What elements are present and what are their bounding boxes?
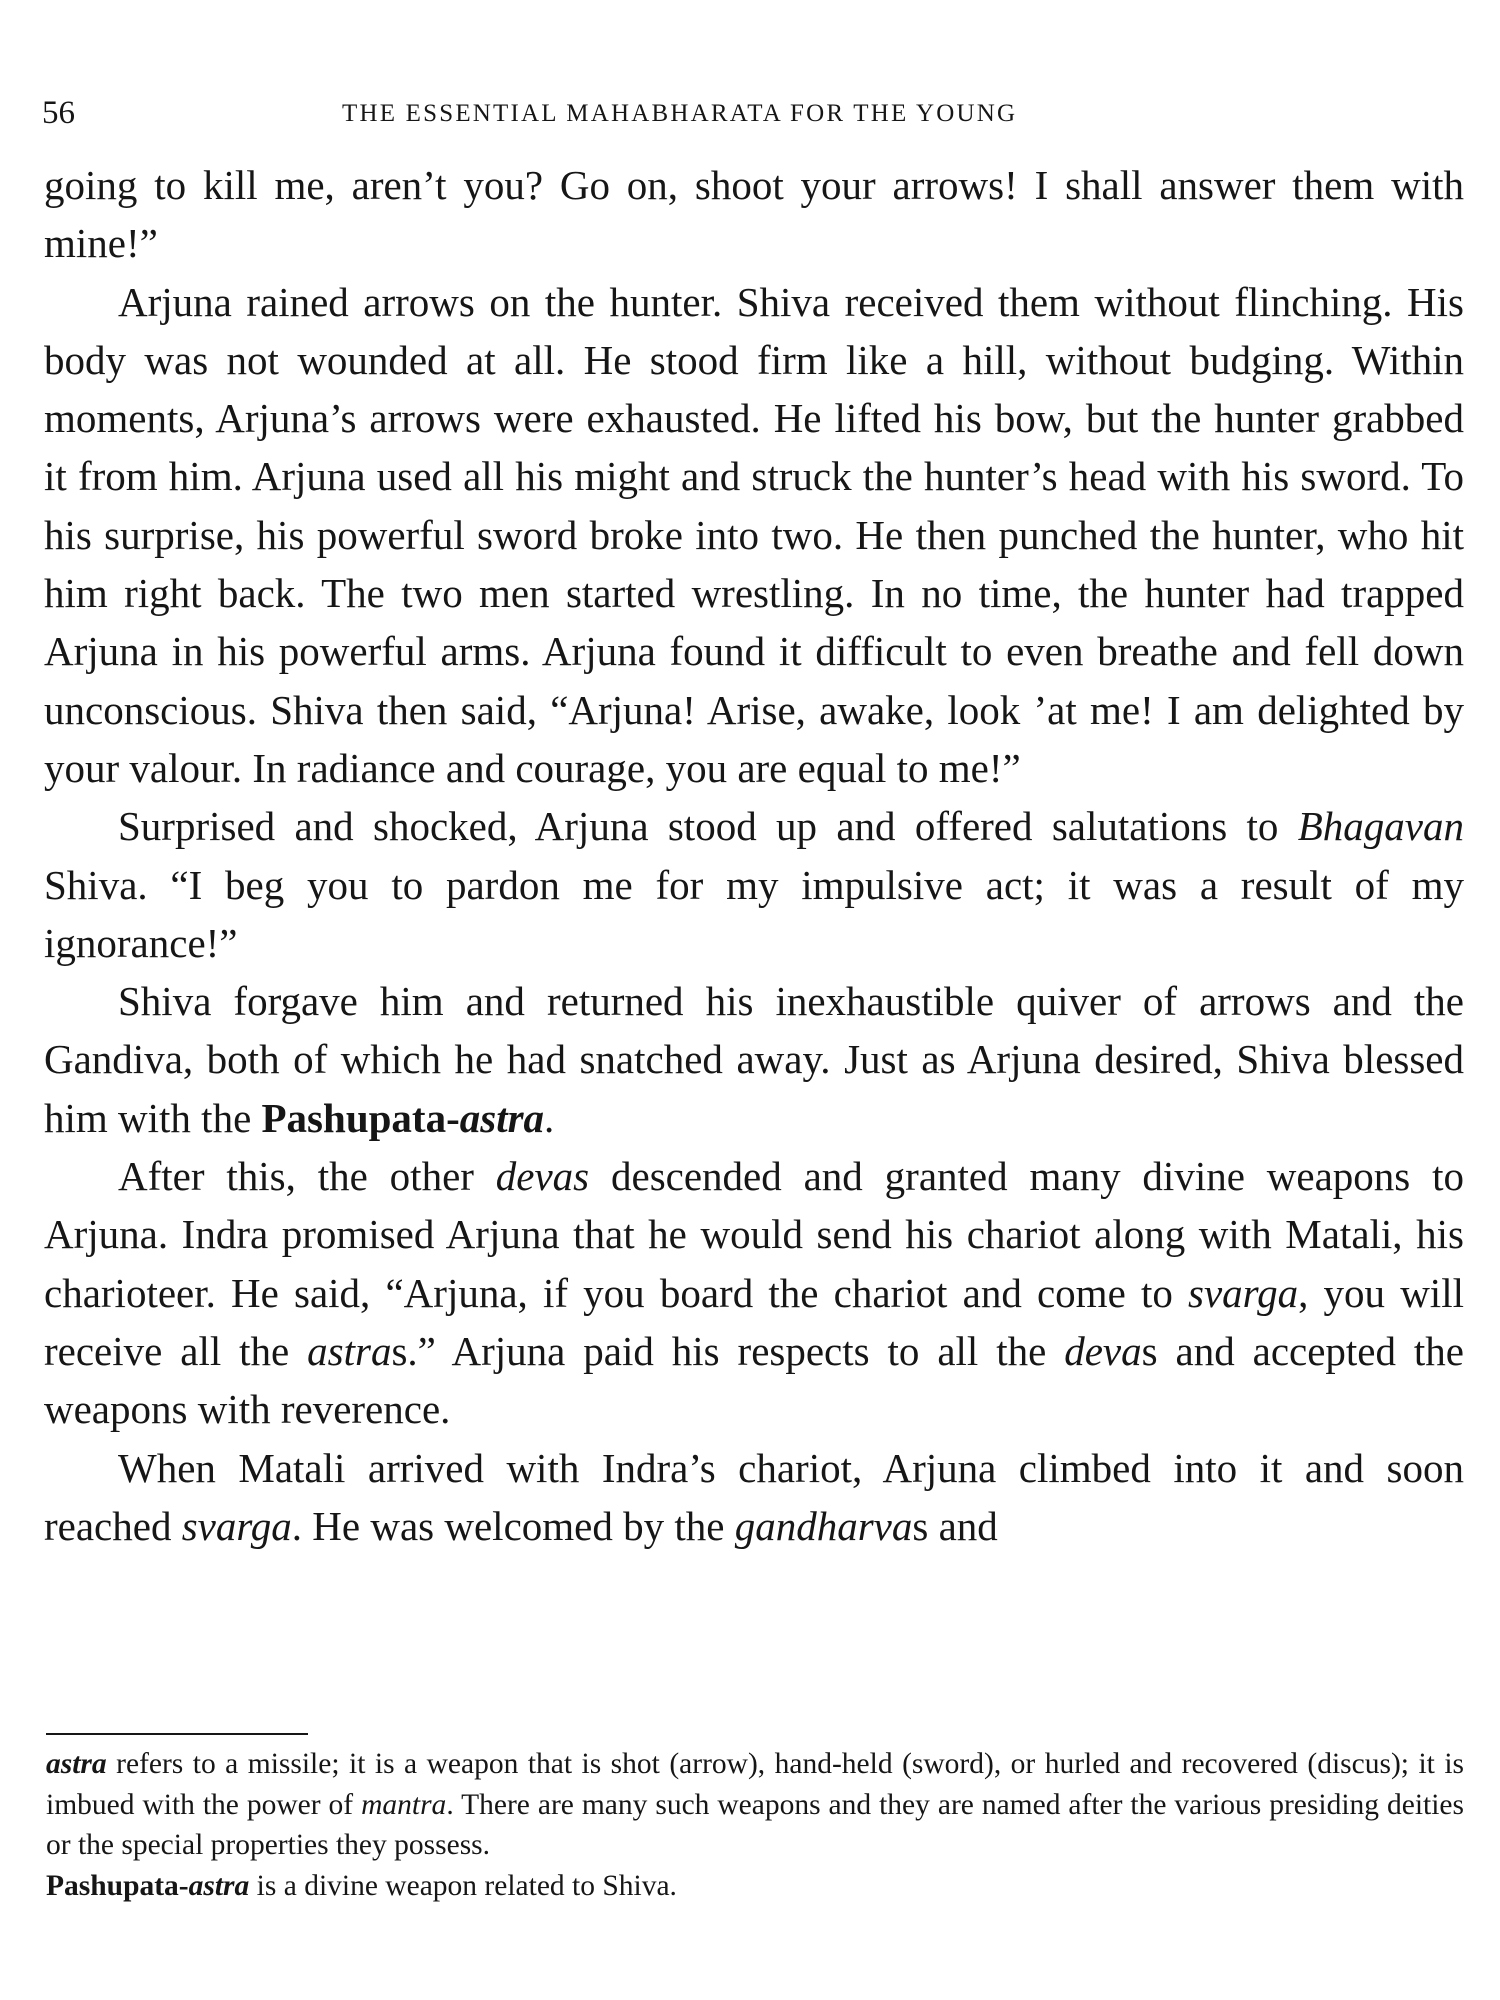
italic-text-run: devas [495,1153,590,1200]
text-run: Shiva forgave him and returned his inexhaustible quiver of arrows and the Gandiva, both of which he had snatched away. Just as Arjuna desired, Shiva blessed him with the [44,978,1464,1141]
italic-text-run: svarga [1188,1269,1299,1316]
text-run: Arjuna rained arrows on the hunter. Shiva received them without flinching. His body was not wounded at all. He stood firm like a hill, without budging. Within moments, Arjuna’s arrows were exhausted. He lifted his bow, but the hunter grabbed it from him. Arjuna used all his might and struck the hunter’s head with his sword. To his surprise, his powerful sword broke into two. He then punched the hunter, who hit him right back. The two men started wrestling. In no time, the hunter had trapped Arjuna in his powerful arms. Arjuna found it difficult to even breathe and fell down unconscious. Shiva then said, “Arjuna! Arise, awake, look ’at me! I am delighted by your valour. In radiance and courage, you are equal to me!” [44,278,1464,791]
paragraph [44,972,1464,1147]
text-run: , you will receive all the [44,1269,1464,1374]
italic-text-run: Bhagavan [1297,803,1464,850]
footnote-rule [46,1733,308,1735]
book-title: THE ESSENTIAL MAHABHARATA FOR THE YOUNG [342,100,1018,127]
page-number: 56 [42,95,75,131]
text-run: . [544,1094,555,1141]
bold-italic-text-run: astra [188,1869,250,1902]
italic-text-run: astra [307,1327,392,1374]
paragraph [44,273,1464,798]
text-run: descended and granted many divine weapons to Arjuna. Indra promised Arjuna that he would send his chariot along with Matali, his charioteer. He said, “Arjuna, if you board the chariot and come to [44,1153,1464,1316]
text-run: Shiva. “I beg you to pardon me for my impulsive act; it was a result of my ignorance!” [44,861,1464,966]
text-run: When Matali arrived with Indra’s chariot, Arjuna climbed into it and soon reached [44,1444,1464,1549]
italic-text-run: svarga [181,1502,292,1549]
bold-italic-text-run: astra [459,1094,545,1141]
text-run: . There are many such weapons and they are named after the various presiding deities or the special properties they possess. [46,1788,1464,1861]
body-text [44,156,1464,1555]
italic-text-run: mantra [361,1788,447,1821]
text-run: going to kill me, aren’t you? Go on, shoot your arrows! I shall answer them with mine!” [44,162,1464,267]
footnote [46,1866,1464,1907]
text-run: refers to a missile; it is a weapon that is shot (arrow), hand-held (sword), or hurled and recovered (discus); it is imbued with the power of [46,1748,1464,1821]
text-run: Surprised and shocked, Arjuna stood up and offered salutations to [118,803,1298,850]
paragraph [44,1147,1464,1438]
italic-text-run: deva [1064,1327,1142,1374]
text-run: . He was welcomed by the [291,1502,735,1549]
text-run: After this, the other [118,1153,496,1200]
text-run: s.” Arjuna paid his respects to all the [391,1327,1065,1374]
paragraph [44,797,1464,972]
footnotes [46,1744,1464,1906]
footnote [46,1744,1464,1866]
text-run: is a divine weapon related to Shiva. [249,1869,677,1902]
paragraph [44,156,1464,273]
bold-text-run: Pashupata- [46,1869,189,1902]
bold-italic-text-run: astra [46,1748,107,1780]
italic-text-run: gandharva [734,1502,913,1549]
running-head [42,88,1462,138]
text-run: s and [912,1502,998,1549]
bold-text-run: Pashupata- [261,1094,460,1141]
paragraph [44,1439,1464,1556]
text-run: s and accepted the weapons with reverence. [44,1327,1465,1433]
